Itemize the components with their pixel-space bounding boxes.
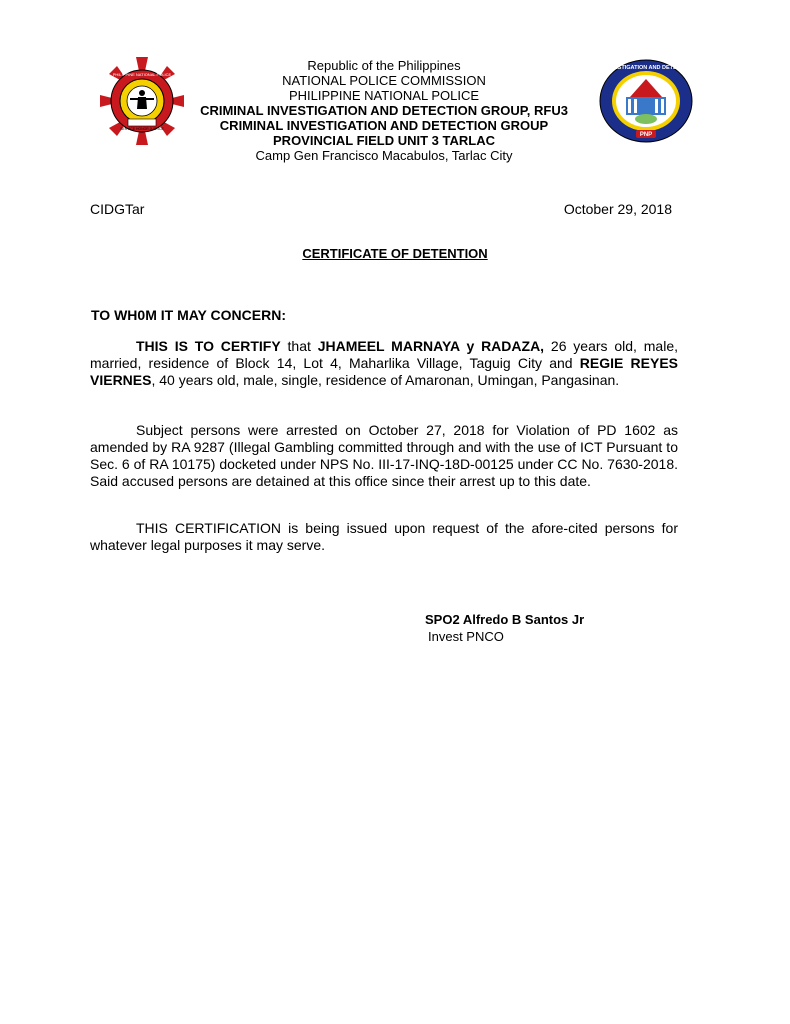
- paragraph-purpose: [90, 520, 678, 554]
- svg-text:PNP: PNP: [639, 132, 653, 138]
- certification-purpose: THIS CERTIFICATION is being issued upon request of the afore-cited persons for whatever legal purposes it may serve.: [90, 520, 678, 553]
- header-pnp: PHILIPPINE NATIONAL POLICE: [289, 88, 479, 103]
- document-date: October 29, 2018: [563, 201, 672, 217]
- header-napolcom: NATIONAL POLICE COMMISSION: [282, 73, 486, 88]
- arrest-details: Subject persons were arrested on October 27, 2018 for Violation of PD 1602 as amended by RA 9287 (Illegal Gambling committed through and with the use of ICT Pursuant to Sec. 6 of RA 10175) docketed under NPS No. III-17-INQ-18D-00125 under CC No. 7630-2018. Said accused persons are detained at this office since their arrest up to this date.: [90, 422, 678, 489]
- header-field-unit: PROVINCIAL FIELD UNIT 3 TARLAC: [273, 133, 495, 148]
- text-span: 26 years old, male, married, residence of Block 14, Lot 4, Maharlika Village, Taguig City and: [90, 338, 678, 371]
- salutation: TO WH0M IT MAY CONCERN:: [91, 307, 286, 323]
- cidg-seal-logo: [576, 58, 716, 144]
- letterhead: [180, 58, 588, 163]
- text-span: that: [280, 338, 318, 354]
- reference-code: CIDGTar: [90, 201, 145, 217]
- paragraph-certify: [90, 338, 678, 389]
- text-span: , 40 years old, male, single, residence of Amaronan, Umingan, Pangasinan.: [151, 372, 620, 388]
- certify-lead: THIS IS TO CERTIFY: [136, 338, 281, 354]
- certificate-title: CERTIFICATE OF DETENTION: [302, 246, 488, 261]
- signatory-title: Invest PNCO: [428, 629, 504, 644]
- detainee-name-1: JHAMEEL MARNAYA y RADAZA,: [317, 338, 545, 354]
- header-address: Camp Gen Francisco Macabulos, Tarlac City: [255, 148, 513, 163]
- detainee-name-2: REGIE REYES VIERNES: [90, 355, 678, 388]
- svg-text:PHILIPPINE NATIONAL POLICE: PHILIPPINE NATIONAL POLICE: [112, 72, 172, 77]
- header-cidg-rfu3: CRIMINAL INVESTIGATION AND DETECTION GROUP, RFU3: [200, 103, 568, 118]
- pnp-seal-logo: [100, 56, 184, 146]
- header-cidg: CRIMINAL INVESTIGATION AND DETECTION GROUP: [219, 118, 549, 133]
- signatory-name: SPO2 Alfredo B Santos Jr: [425, 612, 585, 627]
- svg-text:CRIMINAL INVESTIGATION AND DET: CRIMINAL INVESTIGATION AND DETECTION GROUP: [576, 65, 716, 71]
- svg-text:SERVICE HONOR JUSTICE: SERVICE HONOR JUSTICE: [120, 127, 164, 131]
- paragraph-arrest: [90, 422, 678, 490]
- header-republic: Republic of the Philippines: [307, 58, 461, 73]
